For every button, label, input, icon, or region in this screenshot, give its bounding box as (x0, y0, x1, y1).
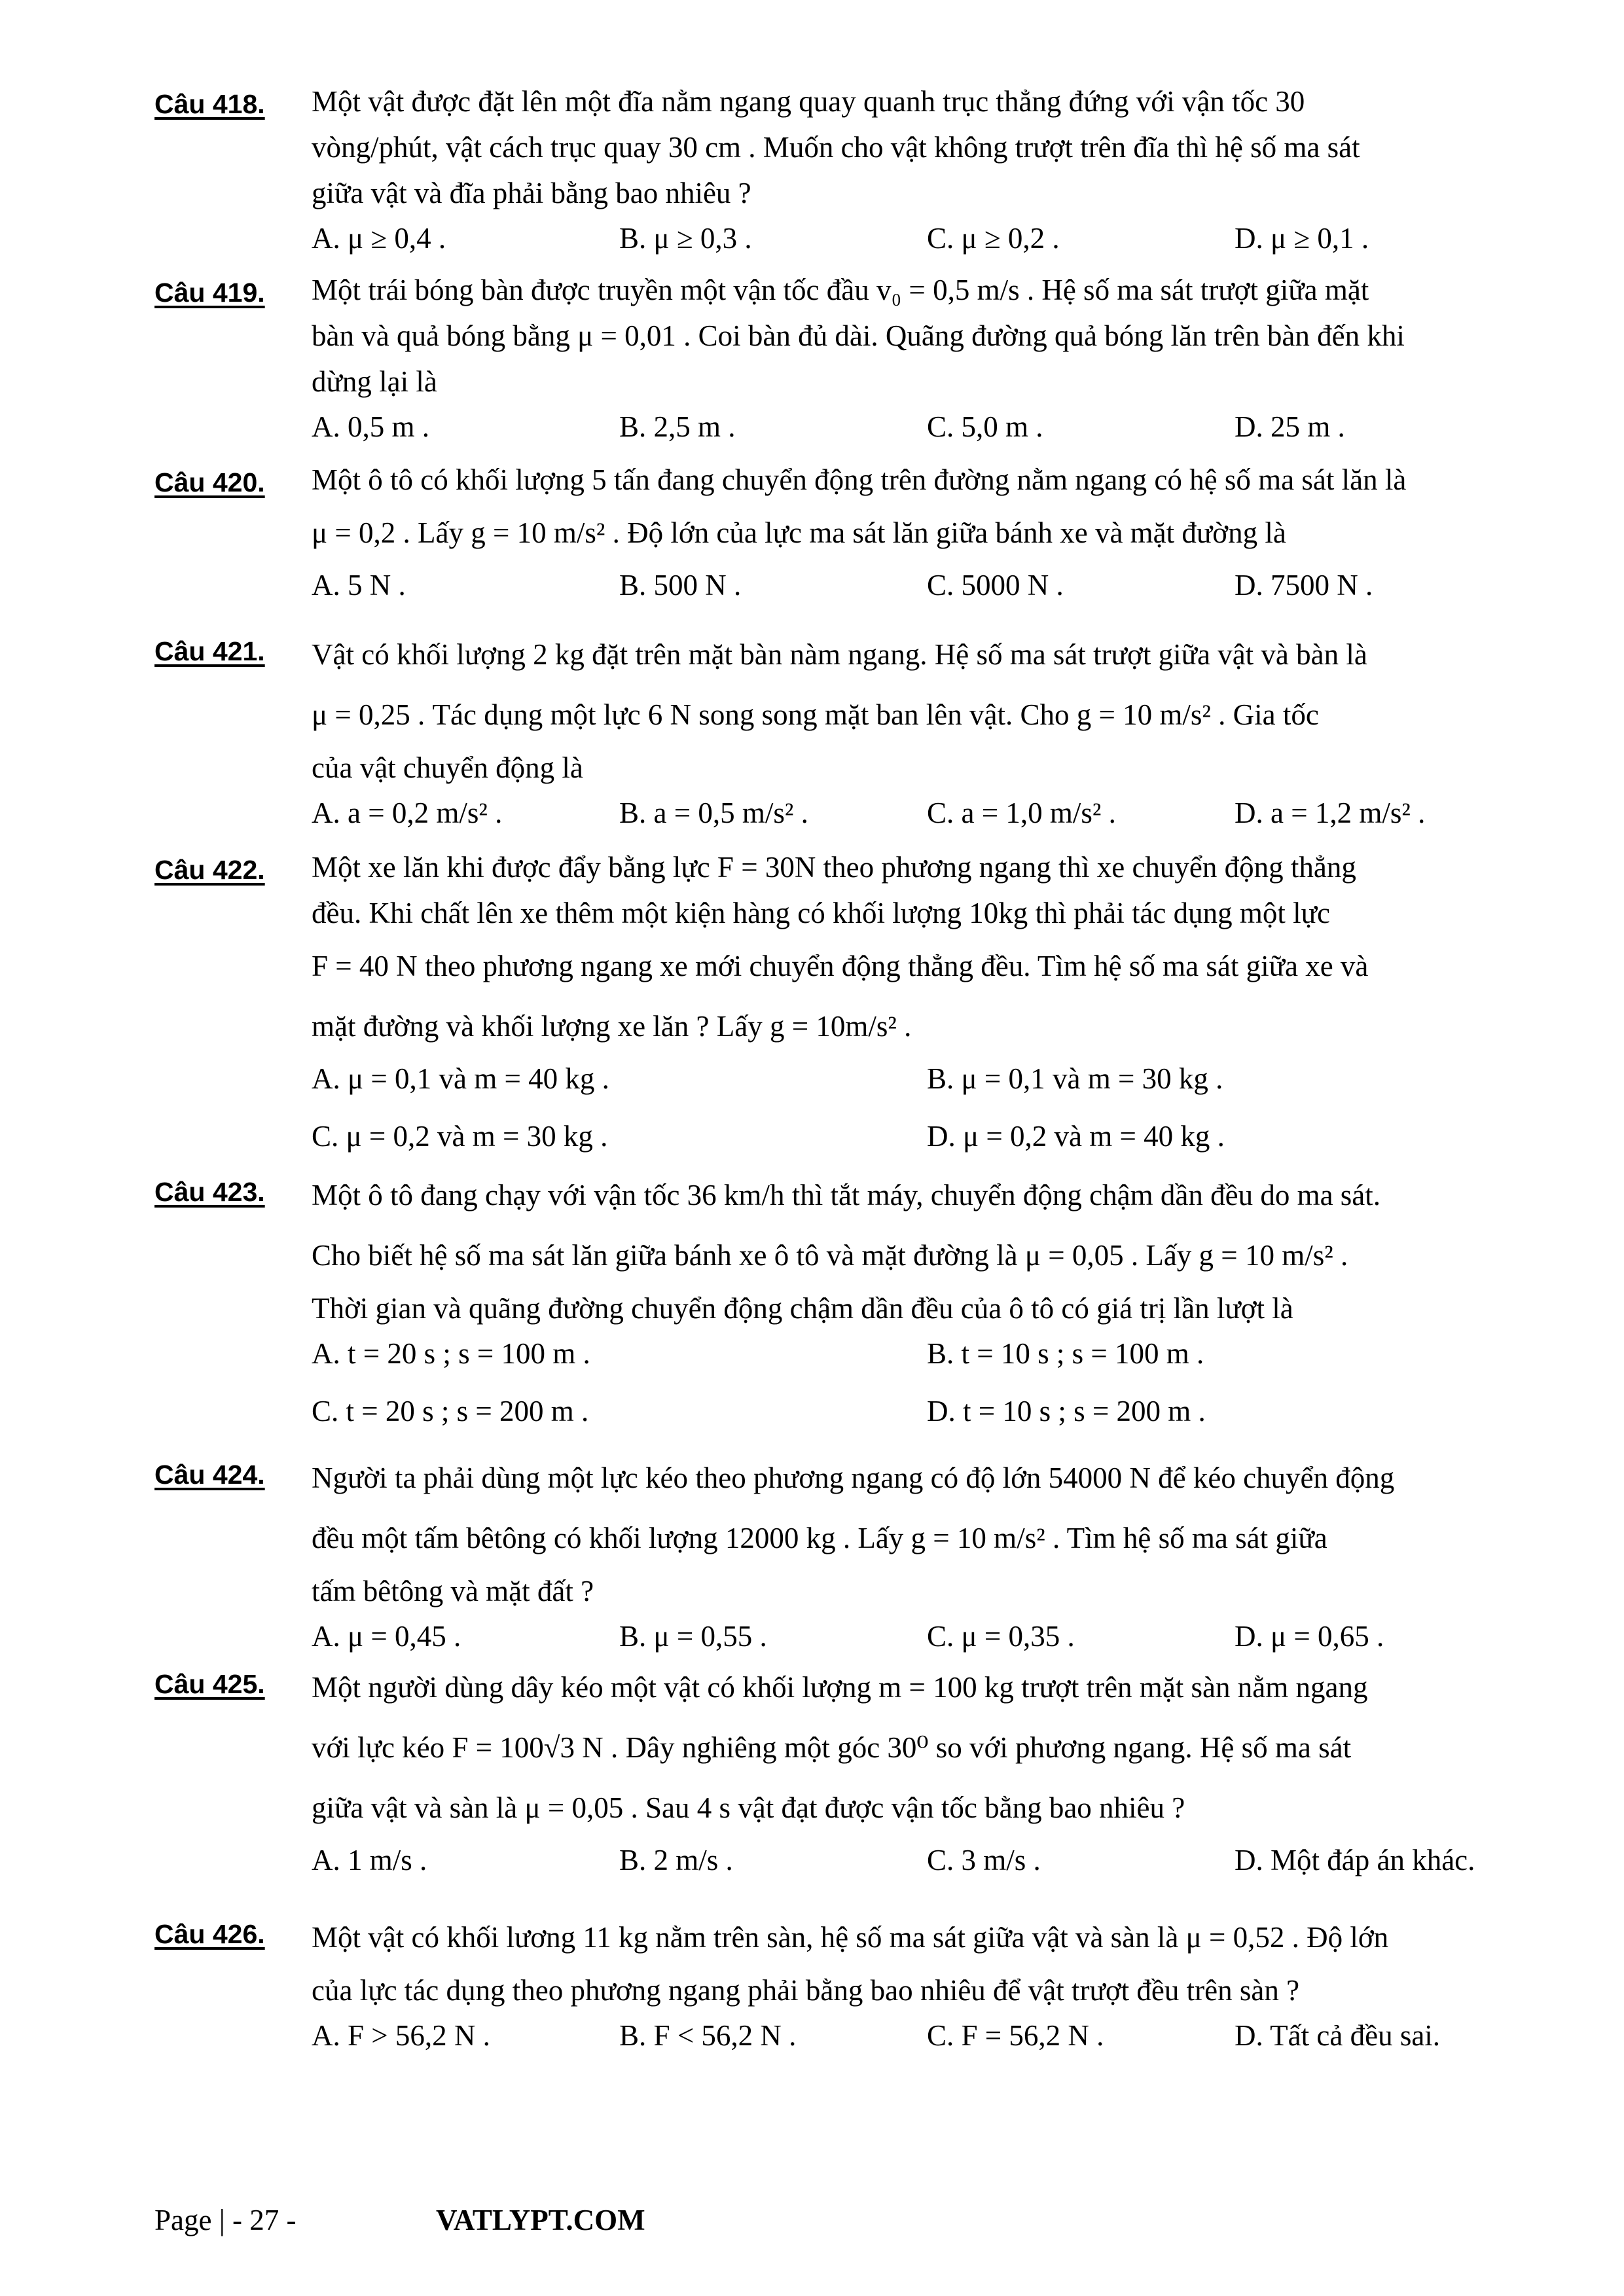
question-label: Câu 422. (154, 855, 265, 885)
option-b: B. μ = 0,1 và m = 30 kg . (927, 1062, 1223, 1095)
stem-line: bàn và quả bóng bằng μ = 0,01 . Coi bàn đủ dài. Quãng đường quả bóng lăn trên bàn đến khi (312, 319, 1405, 352)
stem-line: Một vật được đặt lên một đĩa nằm ngang quay quanh trục thẳng đứng với vận tốc 30 (312, 85, 1305, 118)
option-a: A. 0,5 m . (312, 410, 429, 443)
option-a: A. 1 m/s . (312, 1844, 427, 1876)
page-footer (154, 2203, 645, 2237)
stem-line: mặt đường và khối lượng xe lăn ? Lấy g = 10m/s² . (312, 1010, 912, 1043)
answer-options (312, 1056, 1555, 1114)
option-b: B. t = 10 s ; s = 100 m . (927, 1337, 1204, 1370)
option-a: A. μ ≥ 0,4 . (312, 222, 446, 255)
stem-line: Một ô tô có khối lượng 5 tấn đang chuyển động trên đường nằm ngang có hệ số ma sát lăn là (312, 463, 1407, 496)
option-d: D. 7500 N . (1235, 569, 1373, 601)
option-c: C. μ = 0,2 và m = 30 kg . (312, 1120, 608, 1153)
option-c: C. μ ≥ 0,2 . (927, 222, 1060, 255)
option-c: C. a = 1,0 m/s² . (927, 797, 1116, 829)
option-d: D. Một đáp án khác. (1235, 1844, 1475, 1876)
option-b: B. 2 m/s . (619, 1844, 733, 1876)
question-label: Câu 425. (154, 1669, 265, 1699)
option-c: C. F = 56,2 N . (927, 2019, 1104, 2052)
option-b: B. 2,5 m . (619, 410, 736, 443)
stem-line: giữa vật và đĩa phải bằng bao nhiêu ? (312, 177, 751, 209)
answer-options (312, 1614, 1555, 1659)
stem-line: đều. Khi chất lên xe thêm một kiện hàng có khối lượng 10kg thì phải tác dụng một lực (312, 897, 1331, 929)
stem-line: của lực tác dụng theo phương ngang phải bằng bao nhiêu để vật trượt đều trên sàn ? (312, 1974, 1300, 2007)
option-d: D. μ ≥ 0,1 . (1235, 222, 1369, 255)
option-b: B. μ = 0,55 . (619, 1620, 767, 1653)
answer-options (312, 1838, 1555, 1895)
answer-options (312, 563, 1555, 620)
question-stem (312, 624, 1555, 835)
stem-line: μ = 0,25 . Tác dụng một lực 6 N song song mặt ban lên vật. Cho g = 10 m/s² . Gia tốc (312, 698, 1319, 731)
question-stem (312, 1165, 1555, 1446)
question-stem (312, 79, 1555, 260)
stem-line: Một trái bóng bàn được truyền một vận tốc đầu v₀ = 0,5 m/s . Hệ số ma sát trượt giữa mặt (312, 274, 1369, 306)
question-stem (312, 267, 1555, 449)
stem-line: Vật có khối lượng 2 kg đặt trên mặt bàn nàm ngang. Hệ số ma sát trượt giữa vật và bàn là (312, 638, 1367, 671)
answer-options (312, 404, 1555, 449)
answer-options (312, 2013, 1555, 2058)
stem-line: Thời gian và quãng đường chuyển động chậm dần đều của ô tô có giá trị lần lượt là (312, 1292, 1293, 1325)
option-c: C. 5,0 m . (927, 410, 1043, 443)
stem-line: của vật chuyển động là (312, 751, 583, 784)
option-d: D. μ = 0,65 . (1235, 1620, 1384, 1653)
question-stem (312, 1657, 1555, 1895)
stem-line: Cho biết hệ số ma sát lăn giữa bánh xe ô tô và mặt đường là μ = 0,05 . Lấy g = 10 m/s² . (312, 1239, 1348, 1272)
answer-options (312, 1389, 1555, 1446)
question-label: Câu 423. (154, 1177, 265, 1207)
option-a: A. F > 56,2 N . (312, 2019, 490, 2052)
stem-line: Một ô tô đang chạy với vận tốc 36 km/h thì tắt máy, chuyển động chậm dần đều do ma sát. (312, 1179, 1381, 1211)
stem-line: Một người dùng dây kéo một vật có khối lượng m = 100 kg trượt trên mặt sàn nằm ngang (312, 1671, 1368, 1704)
stem-line: tấm bêtông và mặt đất ? (312, 1575, 594, 1607)
option-a: A. 5 N . (312, 569, 406, 601)
stem-line: μ = 0,2 . Lấy g = 10 m/s² . Độ lớn của lực ma sát lăn giữa bánh xe và mặt đường là (312, 516, 1286, 549)
stem-line: dừng lại là (312, 365, 437, 398)
question-label: Câu 421. (154, 636, 265, 666)
option-a: A. a = 0,2 m/s² . (312, 797, 503, 829)
option-d: D. 25 m . (1235, 410, 1345, 443)
option-a: A. μ = 0,1 và m = 40 kg . (312, 1062, 609, 1095)
stem-line: F = 40 N theo phương ngang xe mới chuyển động thẳng đều. Tìm hệ số ma sát giữa xe và (312, 950, 1369, 982)
option-d: D. t = 10 s ; s = 200 m . (927, 1395, 1206, 1427)
stem-line: đều một tấm bêtông có khối lượng 12000 kg . Lấy g = 10 m/s² . Tìm hệ số ma sát giữa (312, 1522, 1327, 1554)
option-b: B. 500 N . (619, 569, 742, 601)
option-d: D. Tất cả đều sai. (1235, 2019, 1441, 2052)
question-stem (312, 1448, 1555, 1659)
answer-options (312, 791, 1555, 835)
option-c: C. t = 20 s ; s = 200 m . (312, 1395, 589, 1427)
answer-options (312, 1114, 1555, 1172)
option-b: B. F < 56,2 N . (619, 2019, 797, 2052)
question-label: Câu 419. (154, 278, 265, 308)
option-c: C. 3 m/s . (927, 1844, 1041, 1876)
option-b: B. a = 0,5 m/s² . (619, 797, 808, 829)
question-label: Câu 420. (154, 467, 265, 497)
stem-line: vòng/phút, vật cách trục quay 30 cm . Muốn cho vật không trượt trên đĩa thì hệ số ma sát (312, 131, 1360, 164)
option-a: A. t = 20 s ; s = 100 m . (312, 1337, 590, 1370)
question-stem (312, 844, 1555, 1172)
answer-options (312, 216, 1555, 260)
answer-options (312, 1331, 1555, 1389)
page-number: Page | - 27 - (154, 2204, 297, 2236)
option-c: C. μ = 0,35 . (927, 1620, 1075, 1653)
stem-line: Một xe lăn khi được đẩy bằng lực F = 30N theo phương ngang thì xe chuyển động thẳng (312, 851, 1356, 884)
site-name: VATLYPT.COM (436, 2204, 645, 2236)
option-d: D. a = 1,2 m/s² . (1235, 797, 1426, 829)
question-stem (312, 1907, 1555, 2058)
stem-line: Người ta phải dùng một lực kéo theo phương ngang có độ lớn 54000 N để kéo chuyển động (312, 1462, 1395, 1494)
stem-line: với lực kéo F = 100√3 N . Dây nghiêng một góc 30⁰ so với phương ngang. Hệ số ma sát (312, 1731, 1352, 1764)
stem-line: Một vật có khối lương 11 kg nằm trên sàn, hệ số ma sát giữa vật và sàn là μ = 0,52 . Độ lớn (312, 1921, 1389, 1954)
option-b: B. μ ≥ 0,3 . (619, 222, 752, 255)
option-c: C. 5000 N . (927, 569, 1064, 601)
question-label: Câu 426. (154, 1919, 265, 1949)
question-label: Câu 418. (154, 89, 265, 119)
question-label: Câu 424. (154, 1460, 265, 1490)
option-a: A. μ = 0,45 . (312, 1620, 461, 1653)
stem-line: giữa vật và sàn là μ = 0,05 . Sau 4 s vật đạt được vận tốc bằng bao nhiêu ? (312, 1791, 1185, 1824)
option-d: D. μ = 0,2 và m = 40 kg . (927, 1120, 1225, 1153)
question-stem (312, 457, 1555, 620)
